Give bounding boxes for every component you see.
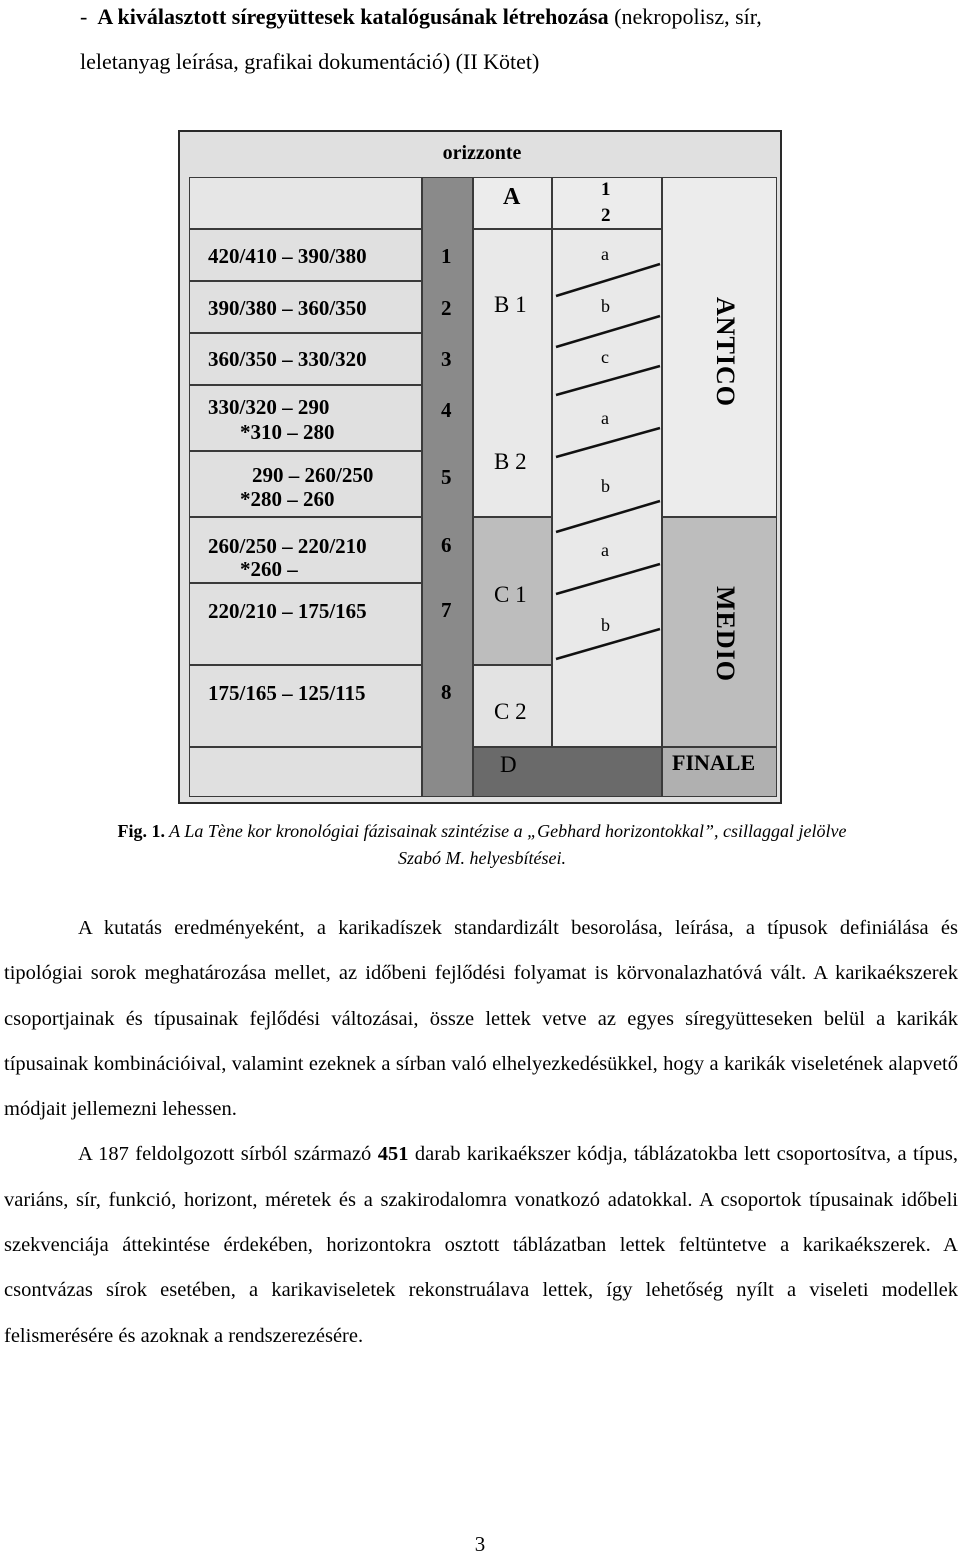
horizon-number: 5	[441, 465, 452, 489]
phase-label: A	[503, 184, 521, 210]
heading-bold: A kiválasztott síregyüttesek katalógusának létrehozása	[97, 4, 609, 29]
date-label: *260 –	[240, 557, 298, 581]
date-label: 260/250 – 220/210	[208, 534, 367, 558]
horizon-number: 8	[441, 680, 452, 704]
subphase-letter: a	[601, 408, 609, 428]
para2-after: darab karikaékszer kódja, táblázatokba lett csoportosítva, a típus, variáns, sír, funkció, horizont, méretek és a szakirodalomra vonatkozó adatokkal. A csoportok típusainak időbeli szekvenciája áttekintése érdekében, horizontokra osztott táblázatban lettek feltüntetve a karikaékszerek. A csontvázas sírok esetében, a karikaviseletek rekonstruálava lettek, így lehetőség nyílt a viseleti modellek felismerésére és azoknak a rendszerezésére.	[4, 1143, 958, 1347]
paragraph	[4, 1132, 958, 1358]
subphase-letter: b	[601, 476, 610, 496]
date-label: 420/410 – 390/380	[208, 244, 367, 268]
heading-rest: (nekropolisz, sír,	[608, 4, 762, 29]
subphase-header: 1	[601, 179, 611, 200]
caption-text: A La Tène kor kronológiai fázisainak szintézise a „Gebhard horizontokkal”, csillaggal jelölve	[165, 821, 847, 841]
phase-label: C 1	[494, 582, 527, 607]
caption-line2: Szabó M. helyesbítései.	[398, 848, 566, 868]
horizon-number: 6	[441, 533, 452, 557]
phase-label: B 1	[494, 292, 527, 317]
date-label: *280 – 260	[240, 487, 335, 511]
subphase-letter: a	[601, 540, 609, 560]
horizon-number: 1	[441, 244, 452, 268]
date-label: *310 – 280	[240, 420, 335, 444]
para2-before: A 187 feldolgozott sírból származó	[78, 1143, 378, 1166]
phase-label: D	[500, 752, 517, 777]
subphase-letter: a	[601, 244, 609, 264]
caption-lead: Fig. 1.	[117, 821, 165, 841]
phase-label: B 2	[494, 449, 527, 474]
date-label: 390/380 – 360/350	[208, 296, 367, 320]
period-medio: MEDIO	[711, 586, 740, 682]
date-label: 360/350 – 330/320	[208, 347, 367, 371]
heading-line2: leletanyag leírása, grafikai dokumentáció) (II Kötet)	[80, 49, 540, 74]
subphase-header: 2	[601, 205, 611, 226]
horizon-number: 4	[441, 398, 452, 422]
period-finale: FINALE	[672, 750, 756, 775]
body-text	[4, 906, 958, 1359]
subphase-letter: b	[601, 615, 610, 635]
horizon-number: 7	[441, 598, 452, 622]
subphase-letter: b	[601, 296, 610, 316]
page-number: 3	[474, 1532, 486, 1556]
date-label: 175/165 – 125/115	[208, 681, 366, 705]
figure-caption	[32, 818, 932, 872]
para2-count: 451	[377, 1143, 409, 1166]
chronology-figure	[178, 130, 782, 804]
phase-label: C 2	[494, 699, 527, 724]
date-label: 220/210 – 175/165	[208, 599, 367, 623]
horizon-number: 3	[441, 347, 452, 371]
subphase-letter: c	[601, 347, 609, 367]
paragraph: A kutatás eredményeként, a karikadíszek standardizált besorolása, leírása, a típusok definiálása és tipológiai sorok meghatározása mellet, az időbeni fejlődési folyamat is körvonalazhatóvá vált. A karikaékszerek csoportjainak és típusainak fejlődési változásai, össze lettek vetve az egyes síregyütteseken belül a karikák típusainak kombinációival, valamint ezeknek a sírban való elhelyezkedésükkel, hogy a karikák viseletének alapvető módjait jellemezni lehessen.	[4, 917, 958, 1121]
figure-title: orizzonte	[442, 142, 522, 164]
date-label: 290 – 260/250	[252, 463, 374, 487]
section-heading	[80, 0, 960, 84]
date-label: 330/320 – 290	[208, 395, 330, 419]
heading-dash: -	[80, 4, 88, 29]
horizon-number: 2	[441, 296, 452, 320]
period-antico: ANTICO	[711, 297, 740, 408]
